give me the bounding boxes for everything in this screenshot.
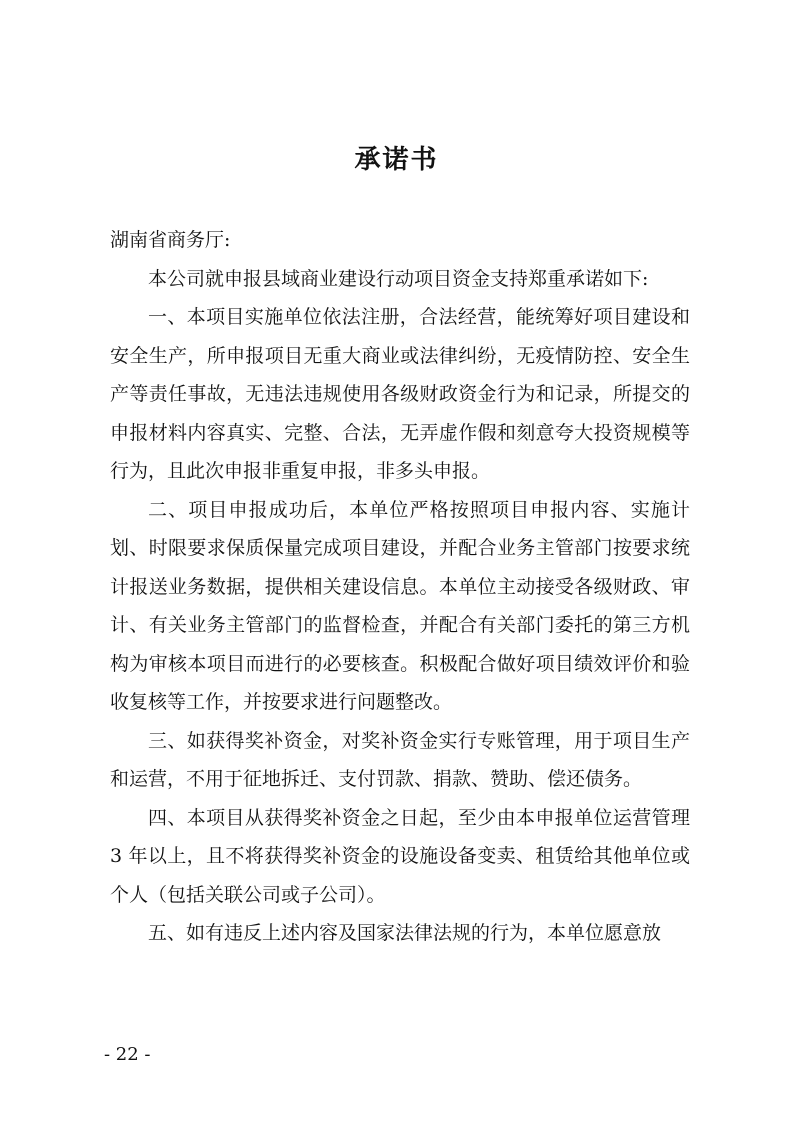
page-number: - 22 - <box>104 1044 151 1065</box>
intro-paragraph: 本公司就申报县域商业建设行动项目资金支持郑重承诺如下: <box>148 267 649 290</box>
clause-1: 一、本项目实施单位依法注册，合法经营，能统筹好项目建设和安全生产，所申报项目无重大商业或法律纠纷，无疫情防控、安全生产等责任事故，无违法违规使用各级财政资金行为和记录，所提交的申报材料内容真实、完整、合法，无弄虚作假和刻意夸大投资规模等行为，且此次申报非重复申报，非多头申报。 <box>110 306 690 482</box>
clause-5: 五、如有违反上述内容及国家法律法规的行为，本单位愿意放 <box>148 922 662 944</box>
addressee: 湖南省商务厅: <box>110 229 231 251</box>
clause-3: 三、如获得奖补资金，对奖补资金实行专账管理，用于项目生产和运营，不用于征地拆迁、支付罚款、捐款、赞助、偿还债务。 <box>110 729 690 790</box>
document-title: 承诺书 <box>354 145 439 175</box>
document-body <box>110 221 690 953</box>
clause-4: 四、本项目从获得奖补资金之日起，至少由本申报单位运营管理 3 年以上，且不将获得奖补资金的设施设备变卖、租赁给其他单位或个人（包括关联公司或子公司）。 <box>110 806 690 906</box>
clause-2: 二、项目申报成功后，本单位严格按照项目申报内容、实施计划、时限要求保质保量完成项目建设，并配合业务主管部门按要求统计报送业务数据，提供相关建设信息。本单位主动接受各级财政、审计、有关业务主管部门的监督检查，并配合有关部门委托的第三方机构为审核本项目而进行的必要核查。积极配合做好项目绩效评价和验收复核等工作，并按要求进行问题整改。 <box>110 498 690 713</box>
